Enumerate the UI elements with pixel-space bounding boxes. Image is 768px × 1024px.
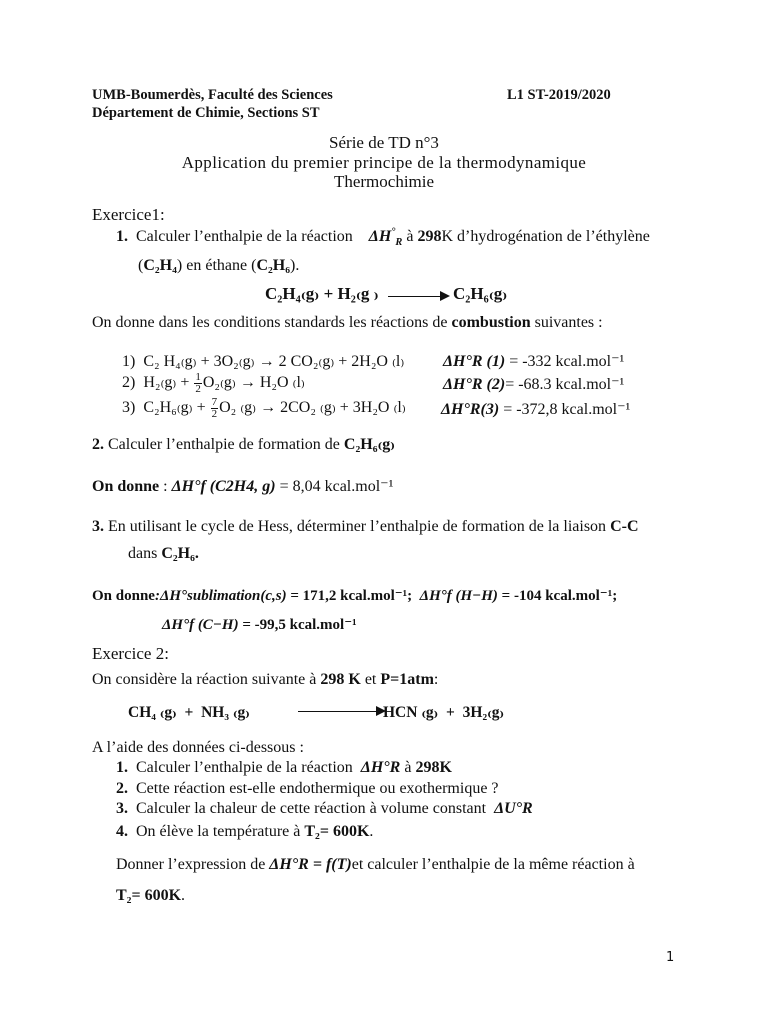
given-intro-a: On donne dans les conditions standards les réactions de	[92, 314, 448, 331]
intro-temp: 298 K	[320, 671, 361, 688]
fraction	[194, 372, 202, 395]
intro-b: et	[364, 671, 377, 688]
enthalpy-symbol: ΔH°R	[360, 759, 401, 776]
ex2-question1	[116, 759, 452, 777]
expression-end: .	[181, 887, 186, 904]
expression-text-a: Donner l’expression de	[116, 856, 266, 873]
intro-c: :	[433, 671, 439, 688]
reaction-equation-a: C₂H₆₍g₎ +	[143, 399, 206, 417]
fraction	[211, 397, 219, 420]
q1-text-c: K d’hydrogénation de l’éthylène	[441, 228, 650, 245]
reaction-3-enthalpy	[441, 399, 630, 419]
reaction-number: 3)	[122, 399, 136, 417]
enthalpy-label: ΔH°R (1)	[443, 353, 506, 370]
ex2-intro	[92, 671, 438, 689]
reaction-1	[122, 351, 404, 371]
sublimation-symbol: :ΔH°sublimation(c,s)	[154, 588, 287, 604]
reaction-equation-a: H₂₍g₎ +	[143, 374, 190, 392]
given-enthalpy-value: = 8,04 kcal.mol⁻¹	[279, 478, 394, 495]
ethylene-formula: C₂H₄	[143, 257, 177, 274]
reaction-arrow-icon	[440, 291, 450, 301]
class-year: L1 ST-2019/2020	[507, 87, 611, 103]
page-number: 1	[666, 950, 675, 965]
fraction-numerator: 1	[195, 371, 201, 383]
ex1-question1	[116, 226, 650, 249]
ex2-expression-line2	[116, 887, 185, 905]
fraction-denominator: 2	[211, 408, 218, 420]
topic-title: Thermochimie	[333, 172, 435, 191]
serie-title: Série de TD n°3	[329, 133, 439, 152]
question-temp: 298K	[415, 759, 452, 776]
q3-number: 3.	[92, 518, 104, 535]
q3-text: En utilisant le cycle de Hess, déterminer l’enthalpie de formation de la liaison	[108, 518, 607, 535]
given-intro-bold: combustion	[451, 314, 531, 331]
ex1-question3	[92, 518, 639, 536]
ex2-expression	[116, 856, 635, 874]
ex2-data-intro: A l’aide des données ci-dessous :	[92, 739, 304, 756]
ex2-question3	[116, 800, 533, 818]
exercice2-heading: Exercice 2:	[92, 644, 169, 663]
reaction-number: 2)	[122, 374, 136, 392]
ch-bond-symbol: ΔH°f (C−H)	[162, 617, 239, 633]
question-text: Cette réaction est-elle endothermique ou exothermique ?	[136, 780, 499, 797]
main-reaction-left: C₂H₄₍g₎ + H₂₍g ₎	[265, 284, 379, 303]
intro-a: On considère la réaction suivante à	[92, 671, 317, 688]
given-intro-c: suivantes :	[534, 314, 603, 331]
intro-pressure: P=1atm	[380, 671, 434, 688]
q1-number: 1.	[116, 228, 128, 245]
expression-temp: T₂= 600K	[116, 887, 182, 904]
question-text: Calculer la chaleur de cette réaction à volume constant	[136, 800, 487, 817]
expression-symbol: ΔH°R = f(T)	[269, 856, 352, 873]
q1-text-b: à	[406, 228, 414, 245]
institution-line: UMB-Boumerdès, Faculté des Sciences	[92, 87, 333, 103]
ex1-question1-line2	[138, 257, 299, 275]
exercice1-heading: Exercice1:	[92, 205, 165, 224]
q2-species: C₂H₆₍g₎	[343, 436, 396, 453]
reaction-number: 1)	[122, 353, 136, 370]
given-intro	[92, 314, 603, 332]
enthalpy-value: = -372,8 kcal.mol⁻¹	[503, 401, 631, 418]
reaction-1-enthalpy	[443, 351, 624, 371]
expression-text-b: et calculer l’enthalpie de la même réaction à	[351, 856, 635, 873]
q1-temp: 298	[417, 228, 442, 245]
question-text: On élève la température à	[136, 823, 301, 840]
ex2-reaction-right: HCN ₍g₎ + 3H₂₍g₎	[383, 704, 505, 721]
ex2-question4	[116, 823, 373, 841]
ex1-question3-line2	[128, 545, 199, 563]
ex1-q3-given	[92, 586, 617, 605]
q2-text: Calculer l’enthalpie de formation de	[108, 436, 340, 453]
enthalpy-value: = -332 kcal.mol⁻¹	[509, 353, 625, 370]
question-number: 2.	[116, 780, 128, 797]
sublimation-value: = 171,2 kcal.mol⁻¹;	[290, 588, 413, 604]
ethane-formula: C₂H₆	[256, 257, 291, 274]
question-text-b: .	[369, 823, 374, 840]
given-enthalpy-symbol: ΔH°f (C2H4, g)	[171, 478, 276, 495]
ex1-q2-given	[92, 476, 393, 496]
reaction-equation-b: O₂₍g₎ → H₂O ₍l₎	[202, 374, 305, 392]
given-label: On donne	[92, 588, 155, 604]
ex2-reaction-left: CH₄ ₍g₎ + NH₃ ₍g₎	[128, 704, 250, 721]
question-number: 1.	[116, 759, 128, 776]
enthalpy-label: ΔH°R(3)	[441, 401, 500, 418]
hh-bond-symbol: ΔH°f (H−H)	[419, 588, 498, 604]
q3-bond: C-C	[610, 518, 639, 535]
reaction-2	[122, 372, 305, 395]
reaction-equation-b: O₂ ₍g₎ → 2CO₂ ₍g₎ + 3H₂O ₍l₎	[219, 399, 406, 417]
department-line: Département de Chimie, Sections ST	[92, 105, 320, 121]
internal-energy-symbol: ΔU°R	[494, 800, 533, 817]
q1-enthalpy-symbol: $\Delta H^\circ_R$	[368, 226, 403, 249]
given-label: On donne	[92, 478, 160, 495]
ch-bond-value: = -99,5 kcal.mol⁻¹	[242, 617, 357, 633]
q3-line2-text: dans	[128, 545, 158, 562]
q1-line2-mid: ) en éthane (	[176, 257, 257, 274]
fraction-numerator: 7	[211, 396, 218, 408]
reaction-3	[122, 397, 406, 420]
ex2-reaction-arrow-line	[298, 711, 378, 712]
paren-open: (	[138, 257, 144, 274]
reaction-equation: C₂ H₄₍g₎ + 3O₂₍g₎ → 2 CO₂₍g₎ + 2H₂O ₍l₎	[143, 353, 405, 370]
main-reaction-right: C₂H₆₍g₎	[453, 284, 508, 303]
question-text-b: à	[404, 759, 412, 776]
question-temp: T₂= 600K	[304, 823, 370, 840]
q3-species: C₂H₆.	[161, 545, 199, 562]
question-number: 4.	[116, 823, 128, 840]
given-colon: :	[159, 478, 168, 495]
reaction-2-enthalpy	[443, 374, 624, 394]
question-text: Calculer l’enthalpie de la réaction	[136, 759, 353, 776]
enthalpy-value: = -68.3 kcal.mol⁻¹	[505, 376, 625, 393]
document-subtitle: Application du premier principe de la thermodynamique	[181, 153, 587, 172]
ex1-q3-given-line2	[162, 615, 357, 634]
reaction-arrow-line	[388, 296, 442, 297]
q1-text-a: Calculer l’enthalpie de la réaction	[136, 228, 353, 245]
fraction-denominator: 2	[195, 383, 201, 395]
paren-close: ).	[290, 257, 300, 274]
ex1-question2	[92, 434, 395, 454]
ex2-question2	[116, 780, 499, 798]
hh-bond-value: = -104 kcal.mol⁻¹;	[501, 588, 618, 604]
question-number: 3.	[116, 800, 128, 817]
q2-number: 2.	[92, 436, 104, 453]
enthalpy-label: ΔH°R (2)	[443, 376, 506, 393]
